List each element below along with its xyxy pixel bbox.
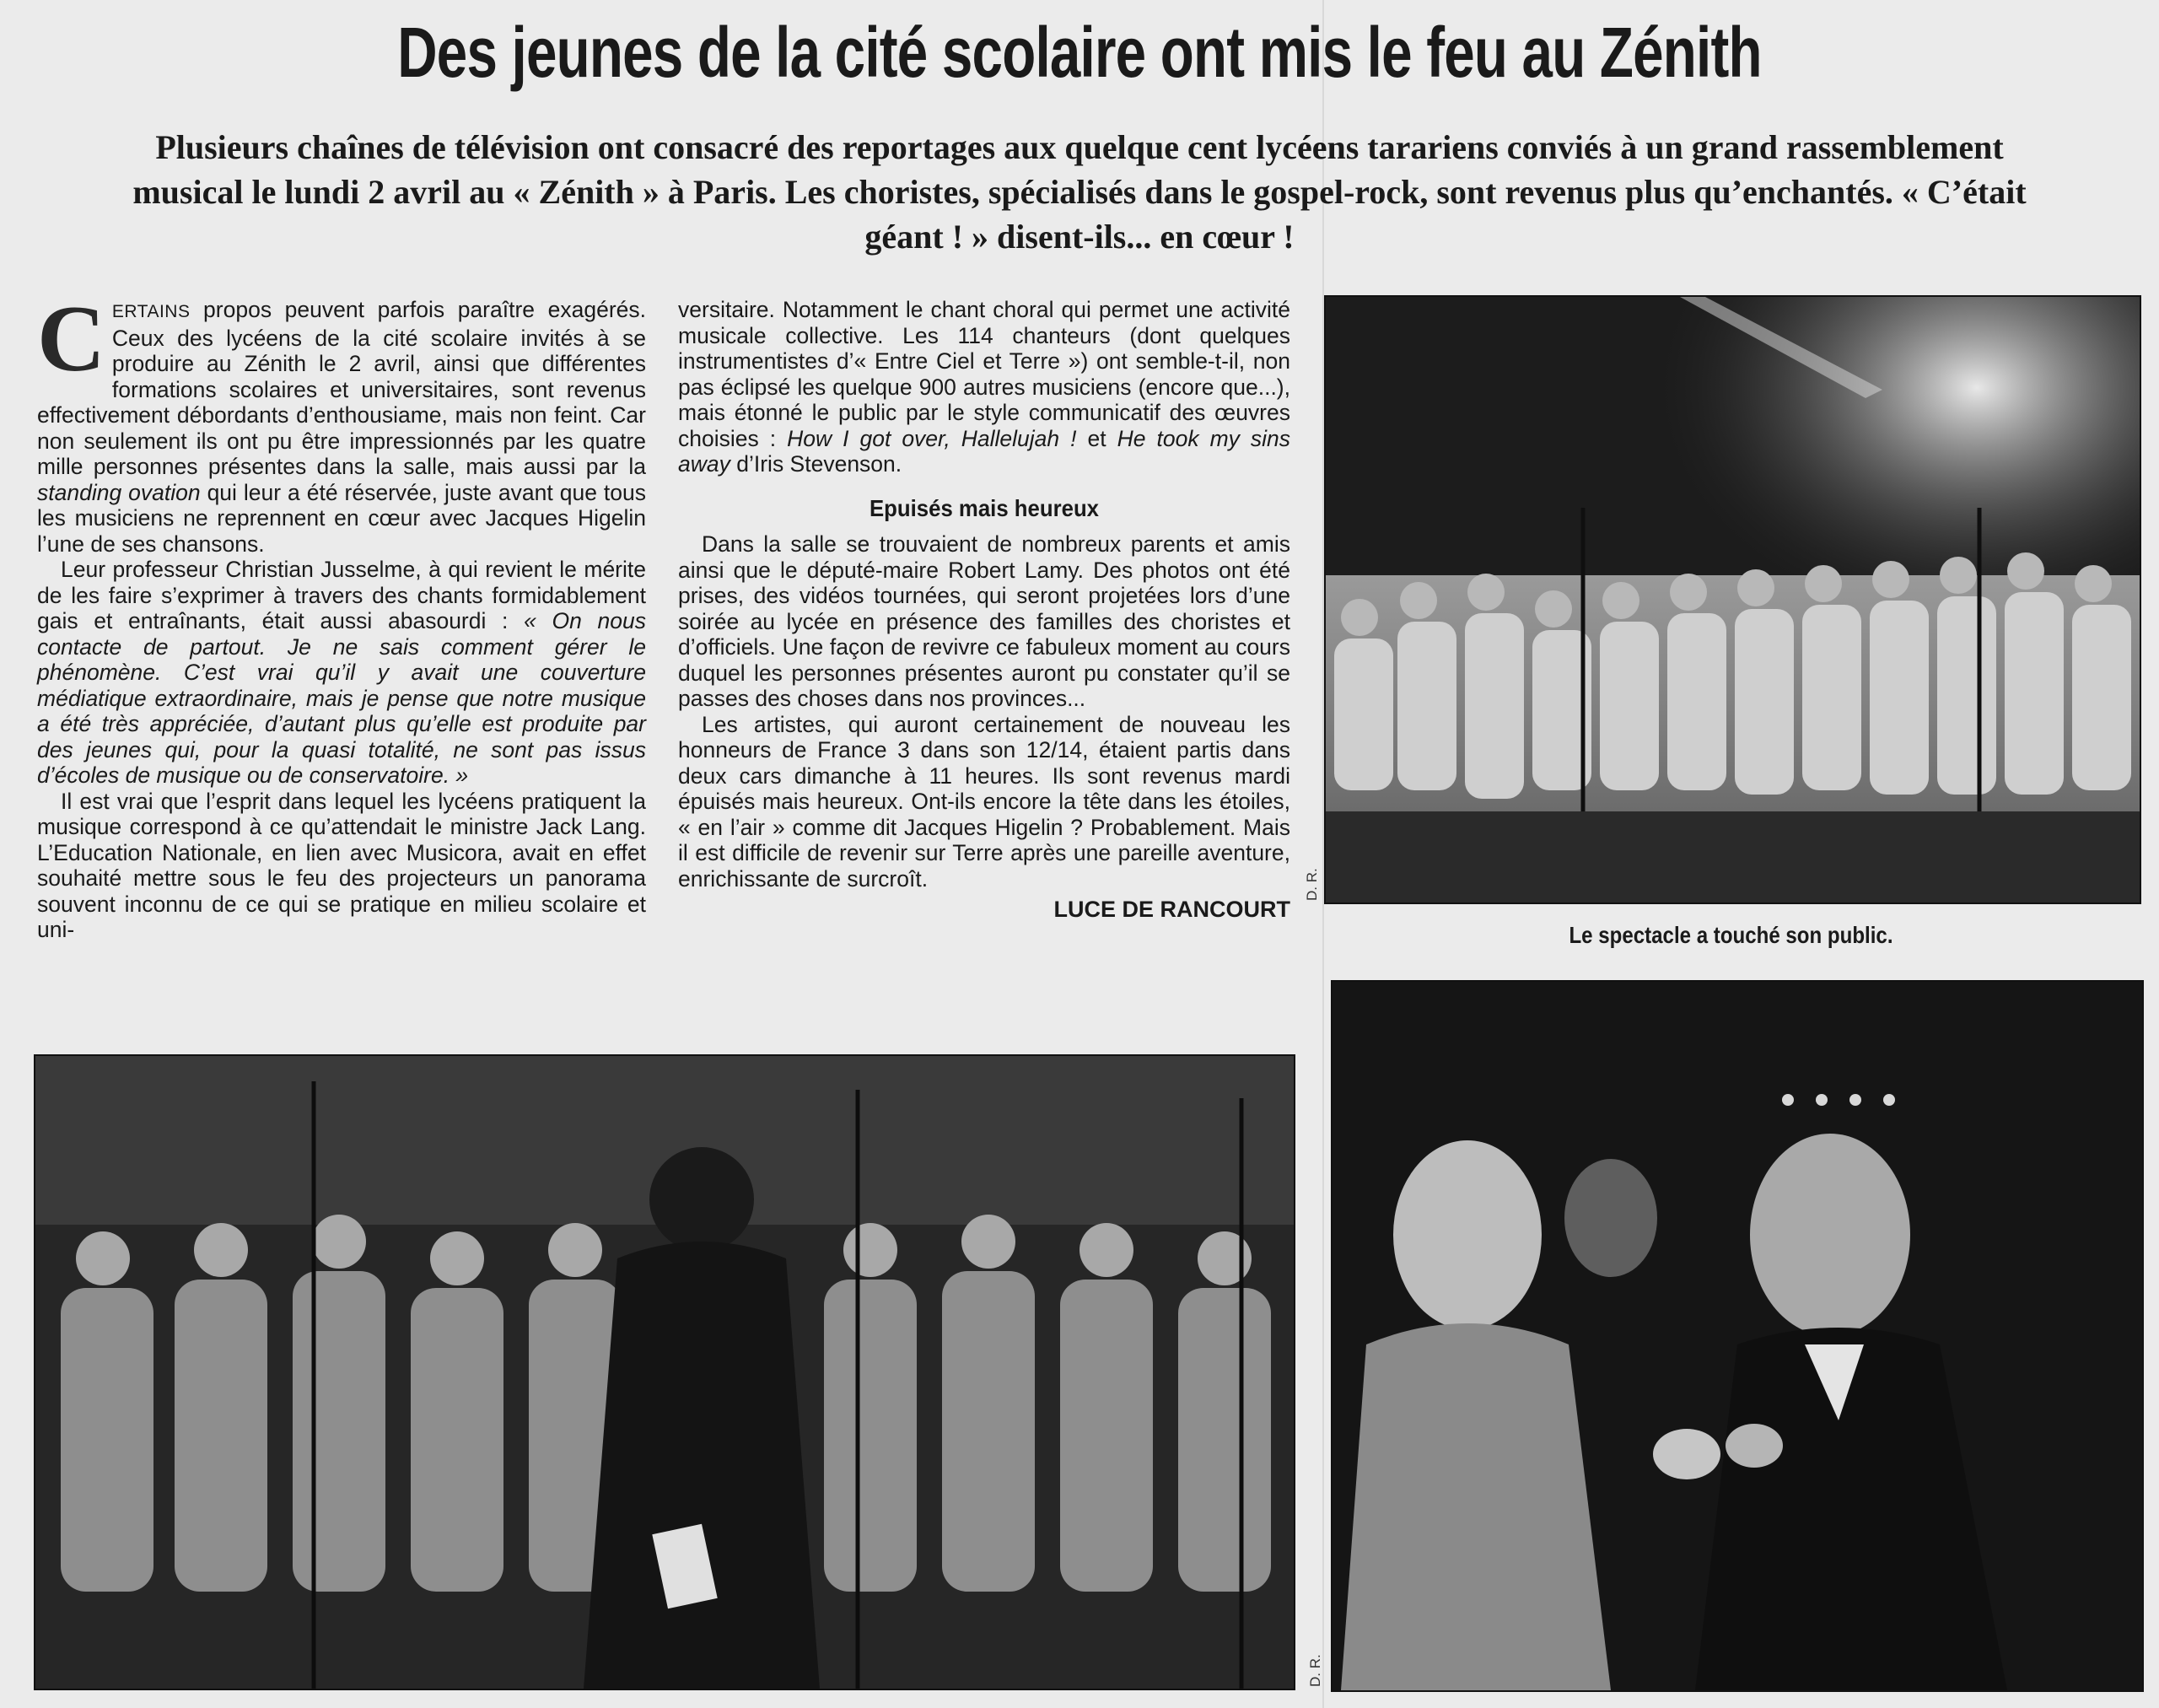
lead-caps: ERTAINS: [111, 302, 191, 321]
paragraph-1-end: qui leur a été réservée, juste avant que tous les musiciens ne reprennent en cœur avec Jacques Higelin l’une de ses chansons.: [37, 479, 646, 557]
paragraph-4: [678, 297, 1290, 477]
photo-credit-top: D. R.: [1304, 868, 1320, 901]
choir-singer-photo: [34, 1054, 1295, 1690]
author-byline: LUCE DE RANCOURT: [1053, 897, 1290, 922]
article-column-2: [678, 297, 1290, 923]
song-title-1: How I got over, Hallelujah !: [787, 425, 1077, 451]
conjunction: et: [1076, 425, 1117, 451]
article-column-1: [37, 287, 646, 943]
paragraph-2-quote: « On nous contacte de partout. Je ne sais comment gérer le phénomène. C’est vrai qu’il y avait une couverture médiatique extraordinaire, mais je pense que notre musique a été très appréciée, d’autant plus qu’elle est produite par des jeunes qui, pour la quasi totalité, ne sont pas issus d’écoles de musique ou de conservatoire. »: [37, 608, 646, 788]
paragraph-4-text: versitaire. Notamment le chant choral qui permet une activité musicale collective. Les 114 chanteurs (dont quelques instrumentistes d’« Entre Ciel et Terre ») ont semble-t-il, non pas éclipsé les quelque 900 autres musiciens (encore que...), mais étonné le public par le style communicatif des œuvres choisies :: [678, 297, 1290, 451]
conversation-photo: [1331, 980, 2144, 1692]
choir-stage-photo: [1324, 295, 2141, 904]
paragraph-5: Dans la salle se trouvaient de nombreux parents et amis ainsi que le député-maire Robert Lamy. Des photos ont été prises, des vidéos tournées, qui seront projetées lors d’une soirée au lycée en présence des familles des choristes et d’officiels. Une façon de revivre ce fabuleux moment au cours duquel les personnes présentes auront pu constater qu’il se passes des choses dans nos provinces...: [678, 531, 1290, 711]
paragraph-3: Il est vrai que l’esprit dans lequel les lycéens pratiquent la musique correspond à ce qu’attendait le ministre Jack Lang. L’Education Nationale, en lien avec Musicora, avait en effet souhaité mettre sous le feu des projecteurs un panorama souvent inconnu de ce qui se pratique en milieu scolaire et uni-: [37, 788, 646, 942]
photo-caption: Le spectacle a touché son public.: [1569, 922, 1893, 948]
article-headline: Des jeunes de la cité scolaire ont mis le feu au Zénith: [397, 13, 1762, 92]
conversation-illustration: [1333, 982, 2142, 1690]
drop-cap: C: [37, 287, 105, 391]
photo-credit-bottom: D. R.: [1307, 1654, 1323, 1687]
paragraph-1: [37, 287, 646, 557]
choir-stage-illustration: [1326, 297, 2140, 902]
paragraph-2: [37, 557, 646, 789]
article-standfirst: Plusieurs chaînes de télévision ont consacré des reportages aux quelque cent lycéens tarariens conviés à un grand rassemblement musical le lundi 2 avril au « Zénith » à Paris. Les choristes, spécialisés dans le gospel-rock, sont revenus plus qu’enchantés. « C’était géant ! » disent-ils... en cœur !: [132, 128, 2027, 256]
paragraph-4-end: d’Iris Stevenson.: [730, 451, 902, 477]
subheading: Epuisés mais heureux: [869, 494, 1100, 521]
paragraph-6: Les artistes, qui auront certainement de nouveau les honneurs de France 3 dans son 12/14, étaient partis dans deux cars dimanche à 11 heures. Ils sont revenus mardi épuisés mais heureux. Ont-ils encore la tête dans les étoiles, « en l’air » comme dit Jacques Higelin ? Probablement. Mais il est difficile de revenir sur Terre après une pareille aventure, enrichissante de surcroît.: [678, 711, 1290, 892]
choir-singer-illustration: [35, 1056, 1294, 1689]
paragraph-1-italic: standing ovation: [37, 479, 201, 505]
paragraph-2-text: Leur professeur Christian Jusselme, à qui revient le mérite de les faire s’exprimer à travers des chants formidablement gais et entraînants, était aussi abasourdi :: [37, 557, 646, 633]
song-title-2: He took my sins away: [678, 425, 1291, 477]
paragraph-1-text: propos peuvent parfois paraître exagérés. Ceux des lycéens de la cité scolaire invités à se produire au Zénith le 2 avril, ainsi que différentes formations scolaires et universitaires, sont revenus effectivement débordants d’enthousiame, mais non feint. Car non seulement ils ont pu être impressionnés par les quatre mille personnes présentes dans la salle, mais aussi par la: [37, 297, 646, 479]
